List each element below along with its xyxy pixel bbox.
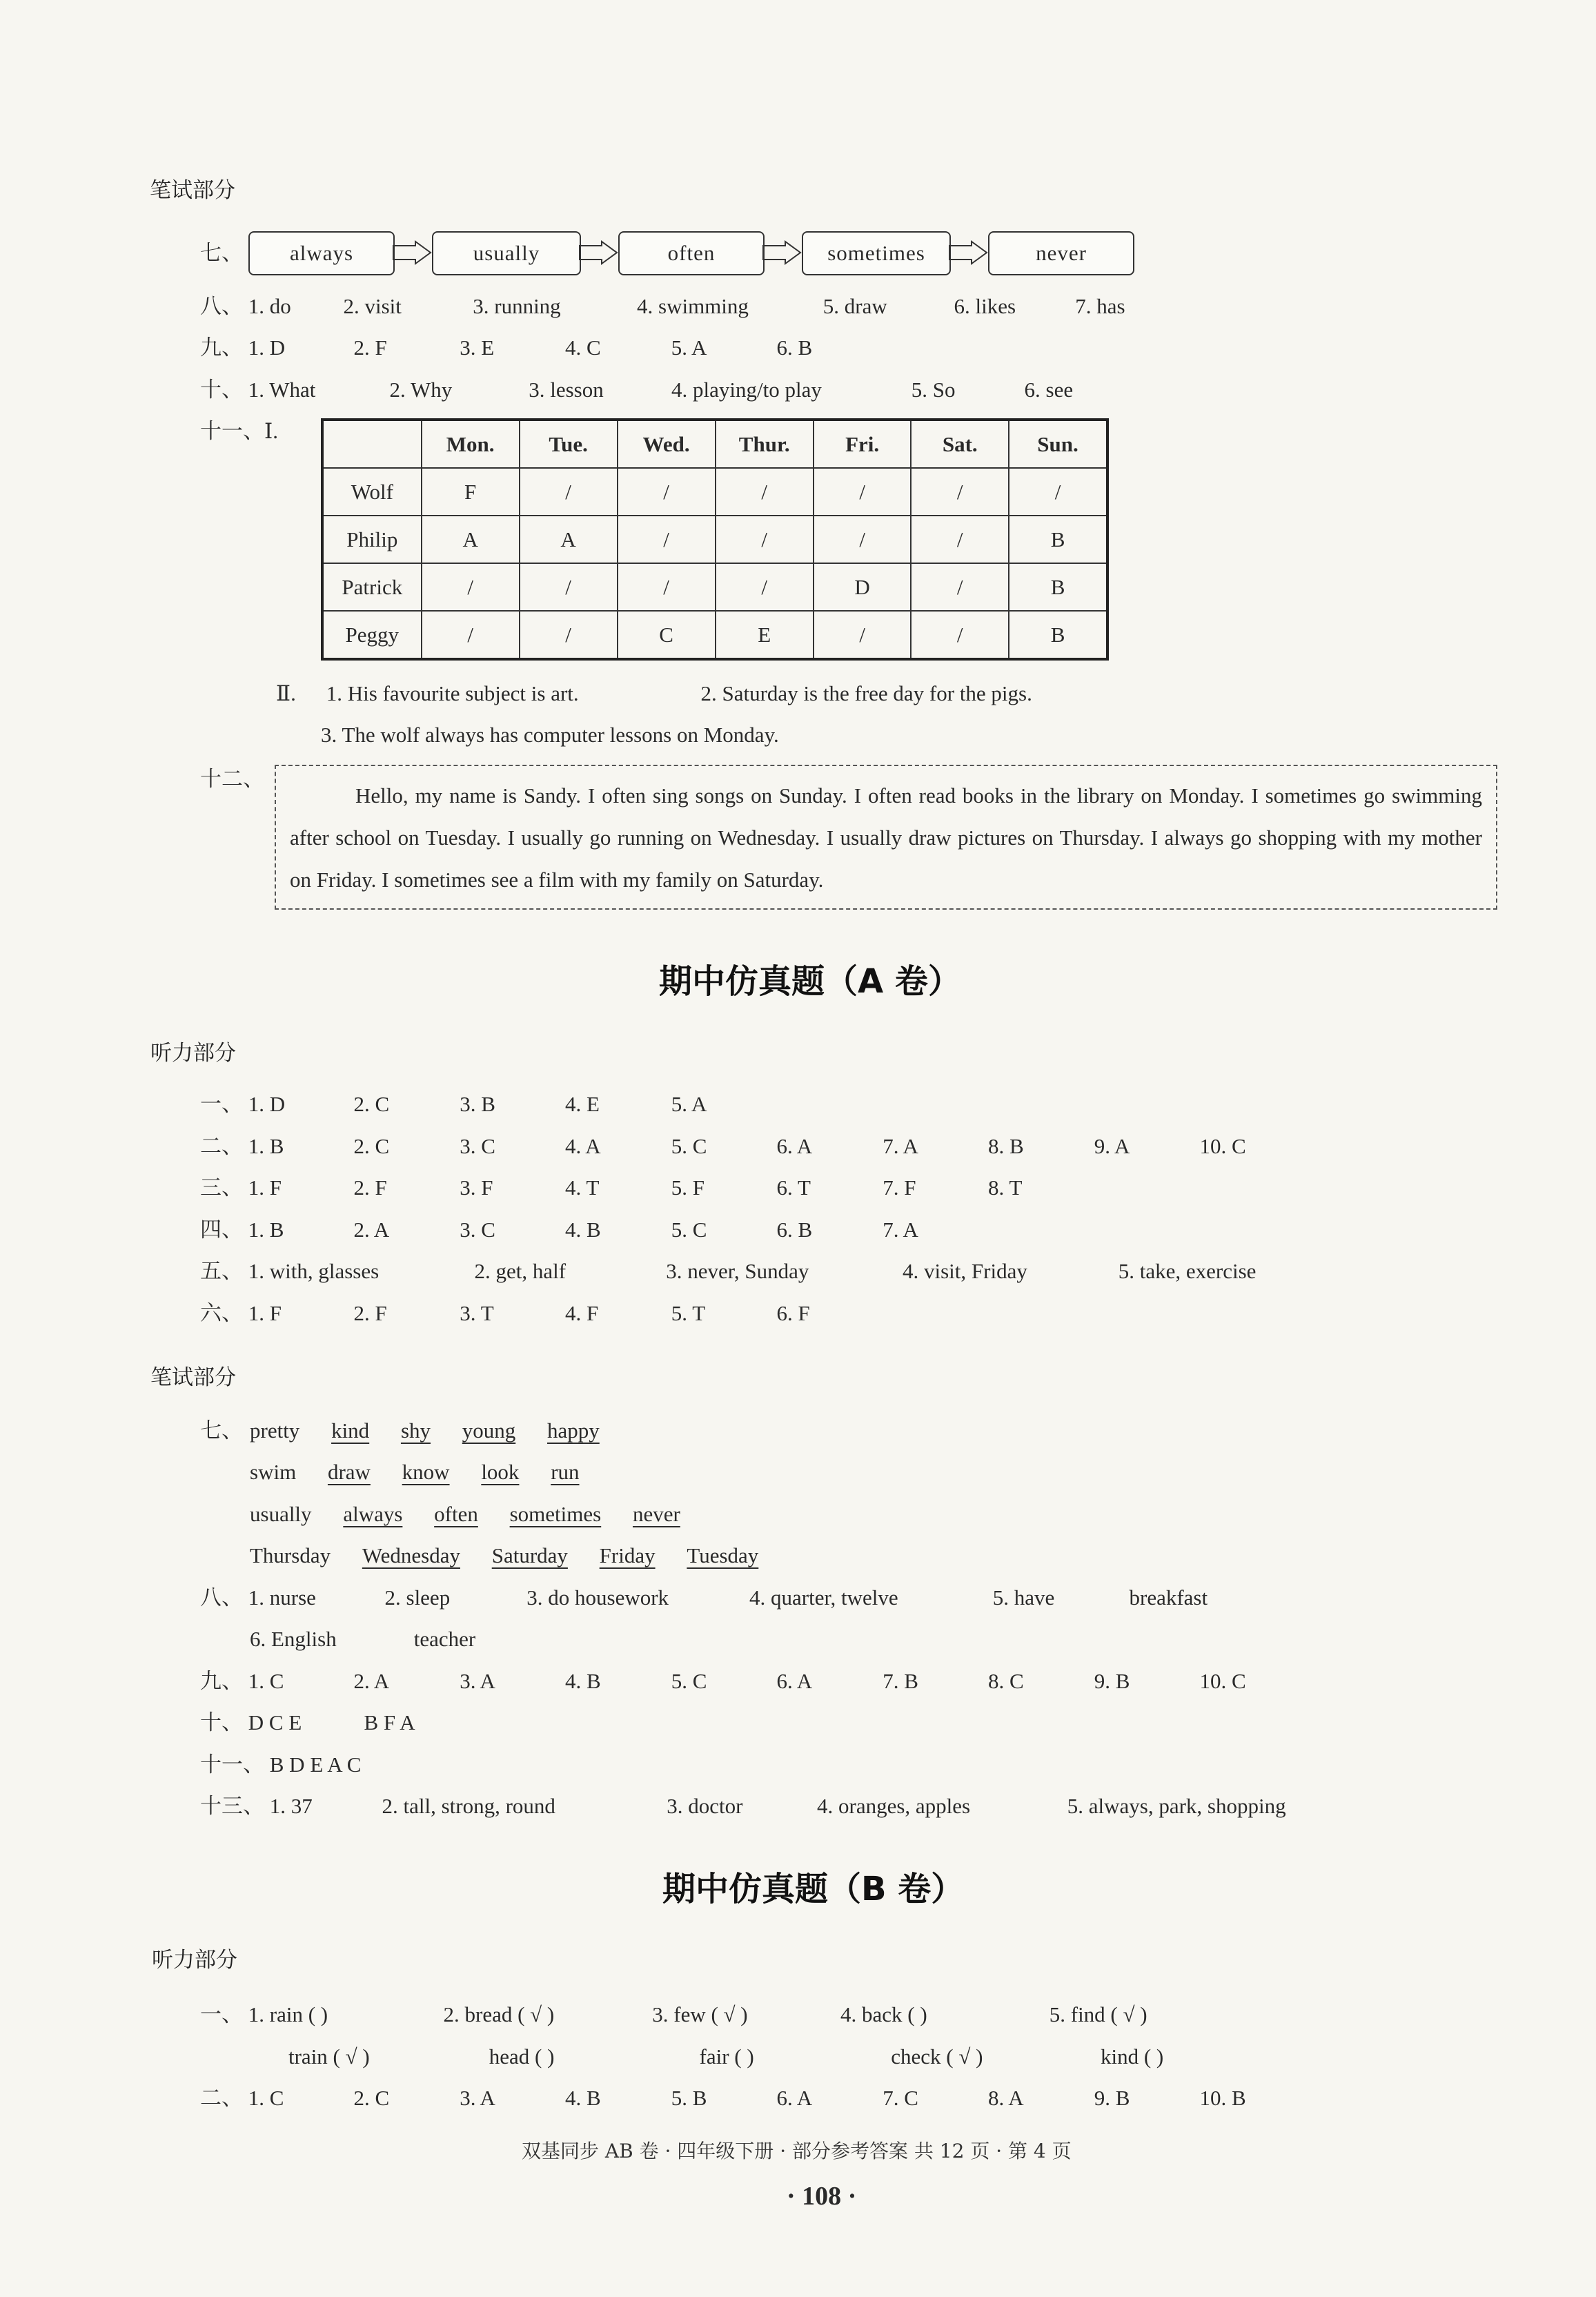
word-group-row [250, 1417, 600, 1445]
table-cell: / [520, 611, 618, 659]
right-arrow-icon [762, 240, 802, 265]
answer-item: 4. visit, Friday [903, 1259, 1027, 1283]
word-group-row [250, 1501, 680, 1528]
table-header [322, 420, 422, 468]
answer-row-b-l2 [200, 2084, 1246, 2112]
answer-item: 4. T [565, 1175, 600, 1200]
answer-item: fair ( ) [699, 2044, 754, 2069]
answer-item: 3. T [460, 1301, 494, 1325]
table-cell: / [911, 516, 1009, 563]
table-cell: Wolf [322, 468, 422, 516]
answer-row-w8-cont [250, 1625, 475, 1653]
answer-item: 10. C [1199, 1669, 1246, 1693]
answer-item: 5. take, exercise [1118, 1259, 1257, 1283]
question-number: Ⅱ. [276, 681, 296, 705]
answer-row-9 [200, 334, 812, 362]
table-cell: E [716, 611, 814, 659]
answer-item: 5. draw [822, 294, 887, 318]
answer-item: teacher [413, 1627, 476, 1651]
table-cell: C [618, 611, 716, 659]
answer-item: 2. tall, strong, round [382, 1794, 555, 1818]
table-header: Wed. [618, 420, 716, 468]
answer-item: 5. C [671, 1218, 707, 1242]
underlined-word: look [481, 1460, 520, 1484]
table-cell: / [911, 611, 1009, 659]
table-cell: / [422, 563, 520, 611]
answer-row-w11 [200, 1751, 361, 1779]
question-number: 二、 [200, 1134, 243, 1158]
word-item: usually [250, 1502, 312, 1526]
answer-item: 9. A [1094, 1134, 1130, 1158]
answer-item: 1. F [248, 1301, 282, 1325]
right-arrow-icon [948, 240, 988, 265]
underlined-word: kind [331, 1418, 370, 1443]
answer-item: 2. F [353, 1175, 387, 1200]
answer-item: 8. C [988, 1669, 1024, 1693]
question-number: 五、 [200, 1259, 243, 1283]
section-heading-listening: 听力部分 [150, 1041, 236, 1066]
question-number: 八、 [200, 1585, 243, 1610]
answer-item: 5. So [911, 378, 956, 402]
answer-item: 1. F [248, 1175, 282, 1200]
answer-item: 2. A [353, 1218, 390, 1242]
answer-row-l6 [200, 1300, 810, 1327]
answer-item: 6. B [776, 335, 813, 360]
answer-item: 3. B [460, 1092, 495, 1116]
answer-item: 3. never, Sunday [666, 1259, 809, 1283]
answer-item: 6. A [776, 1134, 813, 1158]
answer-item: 2. C [353, 1134, 390, 1158]
answer-item: 5. T [671, 1301, 706, 1325]
answer-item: 8. T [988, 1175, 1023, 1200]
underlined-word: always [343, 1502, 403, 1526]
answer-item: 5. find ( √ ) [1049, 2002, 1147, 2026]
frequency-box: usually [432, 231, 581, 275]
answer-item: 4. playing/to play [671, 378, 822, 402]
table-cell: / [716, 563, 814, 611]
question-number: 九、 [200, 1669, 243, 1693]
question-number: 九、 [200, 335, 243, 360]
page-number: · 108 · [787, 2182, 857, 2211]
underlined-word: often [434, 1502, 478, 1526]
underlined-word: never [632, 1502, 680, 1526]
answer-item: 5. A [671, 335, 707, 360]
answer-item: 6. B [776, 1218, 813, 1242]
answer-item: 1. rain ( ) [248, 2002, 328, 2026]
frequency-box: never [988, 231, 1134, 275]
answer-row-w13 [200, 1792, 1286, 1820]
schedule-table [321, 418, 1109, 661]
answer-item: B D E A C [269, 1752, 362, 1777]
answer-row-w8 [200, 1584, 1208, 1612]
answer-item: 2. Saturday is the free day for the pigs. [700, 681, 1032, 705]
right-arrow-icon [578, 240, 618, 265]
answer-item: 2. sleep [384, 1585, 451, 1610]
table-header-row [322, 420, 1107, 468]
answer-item: 3. do housework [526, 1585, 669, 1610]
underlined-word: young [462, 1418, 516, 1443]
question-number: 七、 [200, 1418, 243, 1443]
table-cell: / [716, 468, 814, 516]
question-number: 六、 [200, 1301, 243, 1325]
answer-item: breakfast [1129, 1585, 1208, 1610]
table-header: Tue. [520, 420, 618, 468]
answer-item: 1. B [248, 1134, 284, 1158]
table-row [322, 563, 1107, 611]
question-number: 十、 [200, 1710, 243, 1734]
answer-item: 2. C [353, 2086, 390, 2110]
answer-item: 1. C [248, 1669, 284, 1693]
answer-item: 6. F [776, 1301, 810, 1325]
question-number: 十三、 [200, 1794, 264, 1818]
answer-item: 4. back ( ) [840, 2002, 927, 2026]
answer-row-11-part2 [276, 680, 1032, 707]
answer-item: 3. C [460, 1134, 495, 1158]
table-header: Sat. [911, 420, 1009, 468]
frequency-box: sometimes [802, 231, 951, 275]
answer-item: 3. A [460, 2086, 495, 2110]
table-cell: Philip [322, 516, 422, 563]
right-arrow-icon [392, 240, 432, 265]
answer-item: 6. see [1024, 378, 1074, 402]
answer-item: 7. A [883, 1134, 918, 1158]
answer-item: 9. B [1094, 1669, 1130, 1693]
underlined-word: know [402, 1460, 450, 1484]
table-cell: B [1009, 611, 1107, 659]
question-number: 三、 [200, 1175, 243, 1200]
table-header: Mon. [422, 420, 520, 468]
word-group-row [250, 1458, 580, 1486]
answer-row-l4 [200, 1216, 918, 1244]
answer-item: 1. What [248, 378, 316, 402]
question-number: 十二、 [200, 767, 264, 791]
underlined-word: sometimes [509, 1502, 602, 1526]
table-cell: / [422, 611, 520, 659]
section-heading-listening: 听力部分 [152, 1948, 237, 1973]
table-cell: / [618, 563, 716, 611]
answer-row-b-l1 [200, 2001, 1147, 2029]
word-item: pretty [250, 1418, 300, 1443]
answer-item: 1. C [248, 2086, 284, 2110]
table-cell: / [911, 468, 1009, 516]
table-header: Thur. [716, 420, 814, 468]
answer-item: 4. F [565, 1301, 599, 1325]
question-number: 一、 [200, 1092, 243, 1116]
section-heading-written: 笔试部分 [150, 1365, 236, 1390]
frequency-box: often [618, 231, 765, 275]
answer-item: 4. B [565, 1669, 601, 1693]
answer-item: 7. has [1075, 294, 1125, 318]
answer-item: 3. lesson [529, 378, 604, 402]
answer-item: 3. E [460, 335, 495, 360]
answer-item: 3. doctor [667, 1794, 743, 1818]
answer-item: 5. C [671, 1669, 707, 1693]
answer-item: 4. B [565, 1218, 601, 1242]
answer-item: 9. B [1094, 2086, 1130, 2110]
answer-item: 4. B [565, 2086, 601, 2110]
table-cell: / [716, 516, 814, 563]
answer-item: head ( ) [489, 2044, 555, 2069]
answer-item: 1. D [248, 1092, 286, 1116]
answer-item: 2. bread ( √ ) [443, 2002, 555, 2026]
answer-row-l5 [200, 1258, 1256, 1285]
answer-item: 4. oranges, apples [817, 1794, 971, 1818]
answer-item: 2. A [353, 1669, 390, 1693]
answer-item: 3. A [460, 1669, 495, 1693]
underlined-word: happy [547, 1418, 600, 1443]
answer-row-b-l1-cont [288, 2043, 1163, 2071]
composition-box: Hello, my name is Sandy. I often sing songs on Sunday. I often read books in the library on Monday. I sometimes go swimming after school on Tuesday. I usually go running on Wednesday. I usually draw pictures on Thursday. I always go shopping with my mother on Friday. I sometimes see a film with my family on Saturday. [275, 765, 1497, 910]
answer-item: 1. with, glasses [248, 1259, 380, 1283]
answer-item: 5. A [671, 1092, 707, 1116]
word-item: Thursday [250, 1543, 331, 1567]
answer-item: 5. have [992, 1585, 1055, 1610]
question-number: 一、 [200, 2002, 243, 2026]
underlined-word: shy [400, 1418, 431, 1443]
underlined-word: Tuesday [687, 1543, 759, 1567]
table-cell: F [422, 468, 520, 516]
answer-item: 5. F [671, 1175, 705, 1200]
underlined-word: Friday [599, 1543, 656, 1567]
question-number: 四、 [200, 1218, 243, 1242]
table-header: Fri. [814, 420, 912, 468]
table-cell: / [1009, 468, 1107, 516]
answer-item: 4. swimming [637, 294, 749, 318]
table-cell: D [814, 563, 912, 611]
answer-row-w9 [200, 1668, 1246, 1695]
answer-item: 5. C [671, 1134, 707, 1158]
answer-item: 10. B [1199, 2086, 1246, 2110]
answer-item: 2. F [353, 335, 387, 360]
answer-item: 6. English [250, 1627, 337, 1651]
answer-item: 2. get, half [474, 1259, 567, 1283]
answer-item: 4. C [565, 335, 601, 360]
answer-item: 1. nurse [248, 1585, 316, 1610]
answer-item: 2. visit [343, 294, 402, 318]
underlined-word: draw [327, 1460, 371, 1484]
answer-item: 1. 37 [269, 1794, 313, 1818]
section-heading-written: 笔试部分 [150, 178, 235, 203]
question-number: 七、 [200, 241, 243, 265]
answer-item: 10. C [1199, 1134, 1246, 1158]
answer-row-10 [200, 376, 1073, 404]
table-cell: B [1009, 563, 1107, 611]
answer-item: 7. A [883, 1218, 918, 1242]
page-footer: 双基同步 AB 卷 · 四年级下册 · 部分参考答案 共 12 页 · 第 4 页 [522, 2140, 1072, 2162]
table-row [322, 468, 1107, 516]
answer-item: 5. B [671, 2086, 707, 2110]
table-cell: A [520, 516, 618, 563]
answer-item: 3. C [460, 1218, 495, 1242]
table-cell: / [520, 563, 618, 611]
page-title: 期中仿真题（B 卷） [662, 1870, 965, 1908]
answer-item: 7. C [883, 2086, 918, 2110]
table-cell: Peggy [322, 611, 422, 659]
answer-item: 6. T [776, 1175, 811, 1200]
table-cell: / [520, 468, 618, 516]
answer-item: check ( √ ) [891, 2044, 983, 2069]
answer-item: 3. F [460, 1175, 493, 1200]
answer-item: 6. likes [954, 294, 1016, 318]
table-cell: A [422, 516, 520, 563]
answer-item: 1. His favourite subject is art. [326, 681, 579, 705]
underlined-word: Wednesday [362, 1543, 460, 1567]
table-cell: Patrick [322, 563, 422, 611]
answer-item: 6. A [776, 2086, 813, 2110]
underlined-word: Saturday [491, 1543, 568, 1567]
word-group-row [250, 1542, 758, 1570]
question-number: 二、 [200, 2086, 243, 2110]
question-number: 十、 [200, 378, 243, 402]
answer-item: 1. do [248, 294, 291, 318]
answer-item: 3. The wolf always has computer lessons on Monday. [321, 723, 779, 747]
table-header: Sun. [1009, 420, 1107, 468]
table-cell: B [1009, 516, 1107, 563]
page-title: 期中仿真题（A 卷） [659, 962, 961, 1001]
answer-item: 3. few ( √ ) [652, 2002, 748, 2026]
answer-item: 2. C [353, 1092, 390, 1116]
answer-item: 8. A [988, 2086, 1024, 2110]
answer-item: 4. A [565, 1134, 601, 1158]
table-row [322, 611, 1107, 659]
answer-item: 2. Why [389, 378, 453, 402]
answer-row-w10 [200, 1709, 415, 1737]
table-cell: / [814, 468, 912, 516]
answer-item: train ( √ ) [288, 2044, 370, 2069]
answer-item: 2. F [353, 1301, 387, 1325]
answer-item: 1. B [248, 1218, 284, 1242]
table-cell: / [814, 611, 912, 659]
answer-item: 3. running [473, 294, 561, 318]
answer-item: 7. F [883, 1175, 916, 1200]
answer-item: B F A [364, 1710, 415, 1734]
answer-item: kind ( ) [1101, 2044, 1164, 2069]
answer-item: 1. D [248, 335, 286, 360]
question-number: 十一、 [200, 1752, 264, 1777]
table-row [322, 516, 1107, 563]
answer-item: 5. always, park, shopping [1067, 1794, 1286, 1818]
question-number: 十一、Ⅰ. [200, 419, 278, 443]
answer-item: 4. quarter, twelve [749, 1585, 898, 1610]
underlined-word: run [551, 1460, 580, 1484]
answer-row-l2 [200, 1133, 1246, 1160]
answer-item: 6. A [776, 1669, 813, 1693]
question-number: 八、 [200, 294, 243, 318]
answer-item: 7. B [883, 1669, 918, 1693]
answer-row-8 [200, 293, 1125, 320]
table-cell: / [618, 468, 716, 516]
frequency-box: always [248, 231, 395, 275]
table-cell: / [814, 516, 912, 563]
answer-row-l3 [200, 1174, 1022, 1202]
answer-item: D C E [248, 1710, 302, 1734]
answer-row-l1 [200, 1091, 707, 1118]
answer-item: 8. B [988, 1134, 1024, 1158]
word-item: swim [250, 1460, 297, 1484]
table-cell: / [911, 563, 1009, 611]
table-cell: / [618, 516, 716, 563]
answer-item: 4. E [565, 1092, 600, 1116]
